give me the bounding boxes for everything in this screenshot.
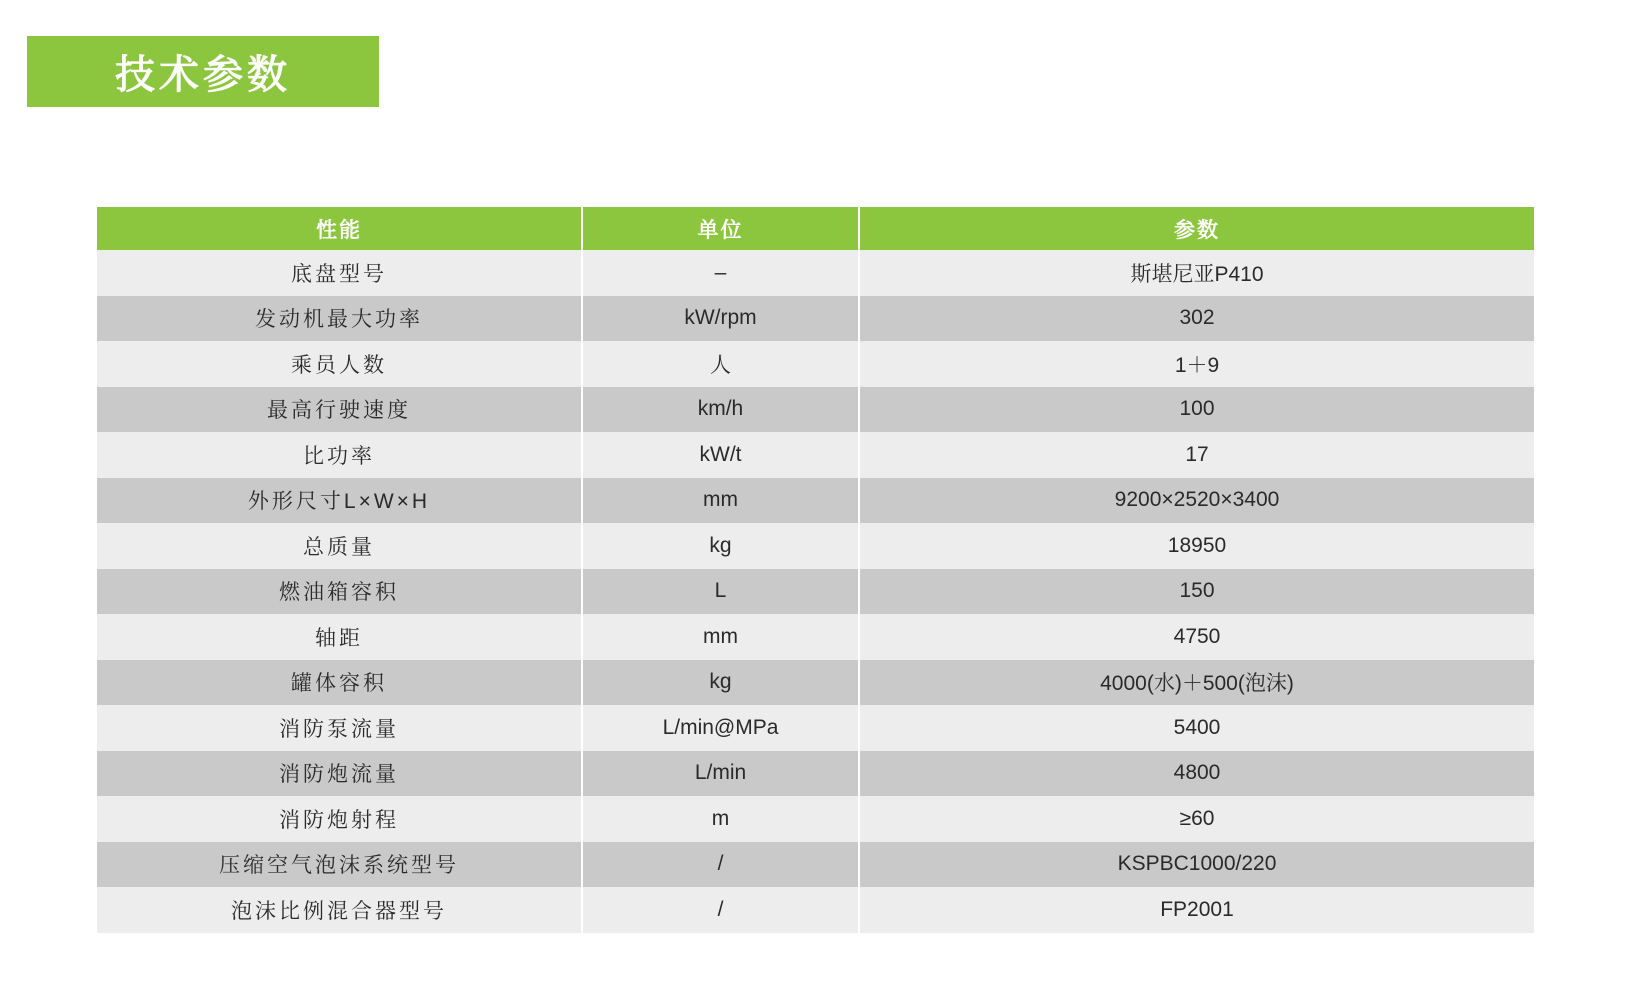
table-row xyxy=(97,796,1534,842)
cell-property: 乘员人数 xyxy=(97,341,582,387)
cell-unit: L/min xyxy=(582,751,859,797)
cell-property: 消防炮射程 xyxy=(97,796,582,842)
table-row xyxy=(97,887,1534,933)
cell-parameter: 100 xyxy=(859,387,1534,433)
cell-property: 外形尺寸L×W×H xyxy=(97,478,582,524)
table-row xyxy=(97,660,1534,706)
technical-parameters-table xyxy=(97,207,1534,933)
cell-unit: L/min@MPa xyxy=(582,705,859,751)
cell-property: 发动机最大功率 xyxy=(97,296,582,342)
column-header-property: 性能 xyxy=(97,207,582,250)
cell-unit: / xyxy=(582,887,859,933)
column-header-unit: 单位 xyxy=(582,207,859,250)
cell-parameter: ≥60 xyxy=(859,796,1534,842)
cell-unit: kg xyxy=(582,660,859,706)
cell-unit: mm xyxy=(582,478,859,524)
table-body xyxy=(97,250,1534,933)
cell-unit: kg xyxy=(582,523,859,569)
table-header-row xyxy=(97,207,1534,250)
cell-parameter: 302 xyxy=(859,296,1534,342)
cell-property: 消防泵流量 xyxy=(97,705,582,751)
cell-property: 泡沫比例混合器型号 xyxy=(97,887,582,933)
table-header xyxy=(97,207,1534,250)
cell-unit: km/h xyxy=(582,387,859,433)
cell-parameter: 斯堪尼亚P410 xyxy=(859,250,1534,296)
cell-parameter: 4800 xyxy=(859,751,1534,797)
cell-property: 罐体容积 xyxy=(97,660,582,706)
cell-parameter: KSPBC1000/220 xyxy=(859,842,1534,888)
table-row xyxy=(97,296,1534,342)
cell-property: 燃油箱容积 xyxy=(97,569,582,615)
cell-property: 消防炮流量 xyxy=(97,751,582,797)
cell-parameter: 18950 xyxy=(859,523,1534,569)
table-row xyxy=(97,614,1534,660)
cell-parameter: 9200×2520×3400 xyxy=(859,478,1534,524)
cell-property: 总质量 xyxy=(97,523,582,569)
cell-unit: mm xyxy=(582,614,859,660)
table-row xyxy=(97,569,1534,615)
section-title-banner xyxy=(27,36,379,107)
cell-parameter: 17 xyxy=(859,432,1534,478)
table-row xyxy=(97,751,1534,797)
cell-parameter: 5400 xyxy=(859,705,1534,751)
page-title: 技术参数 xyxy=(115,53,291,97)
table-row xyxy=(97,432,1534,478)
cell-unit: m xyxy=(582,796,859,842)
table-row xyxy=(97,250,1534,296)
cell-unit: / xyxy=(582,842,859,888)
table-row xyxy=(97,523,1534,569)
cell-unit: kW/t xyxy=(582,432,859,478)
table-row xyxy=(97,387,1534,433)
cell-property: 比功率 xyxy=(97,432,582,478)
cell-parameter: FP2001 xyxy=(859,887,1534,933)
cell-property: 最高行驶速度 xyxy=(97,387,582,433)
cell-unit: 人 xyxy=(582,341,859,387)
cell-parameter: 1＋9 xyxy=(859,341,1534,387)
cell-property: 压缩空气泡沫系统型号 xyxy=(97,842,582,888)
table-row xyxy=(97,341,1534,387)
table-row xyxy=(97,478,1534,524)
cell-property: 轴距 xyxy=(97,614,582,660)
cell-parameter: 150 xyxy=(859,569,1534,615)
cell-unit: L xyxy=(582,569,859,615)
table-row xyxy=(97,705,1534,751)
column-header-parameter: 参数 xyxy=(859,207,1534,250)
cell-unit: – xyxy=(582,250,859,296)
cell-property: 底盘型号 xyxy=(97,250,582,296)
table-row xyxy=(97,842,1534,888)
cell-parameter: 4750 xyxy=(859,614,1534,660)
cell-parameter: 4000(水)＋500(泡沫) xyxy=(859,660,1534,706)
cell-unit: kW/rpm xyxy=(582,296,859,342)
